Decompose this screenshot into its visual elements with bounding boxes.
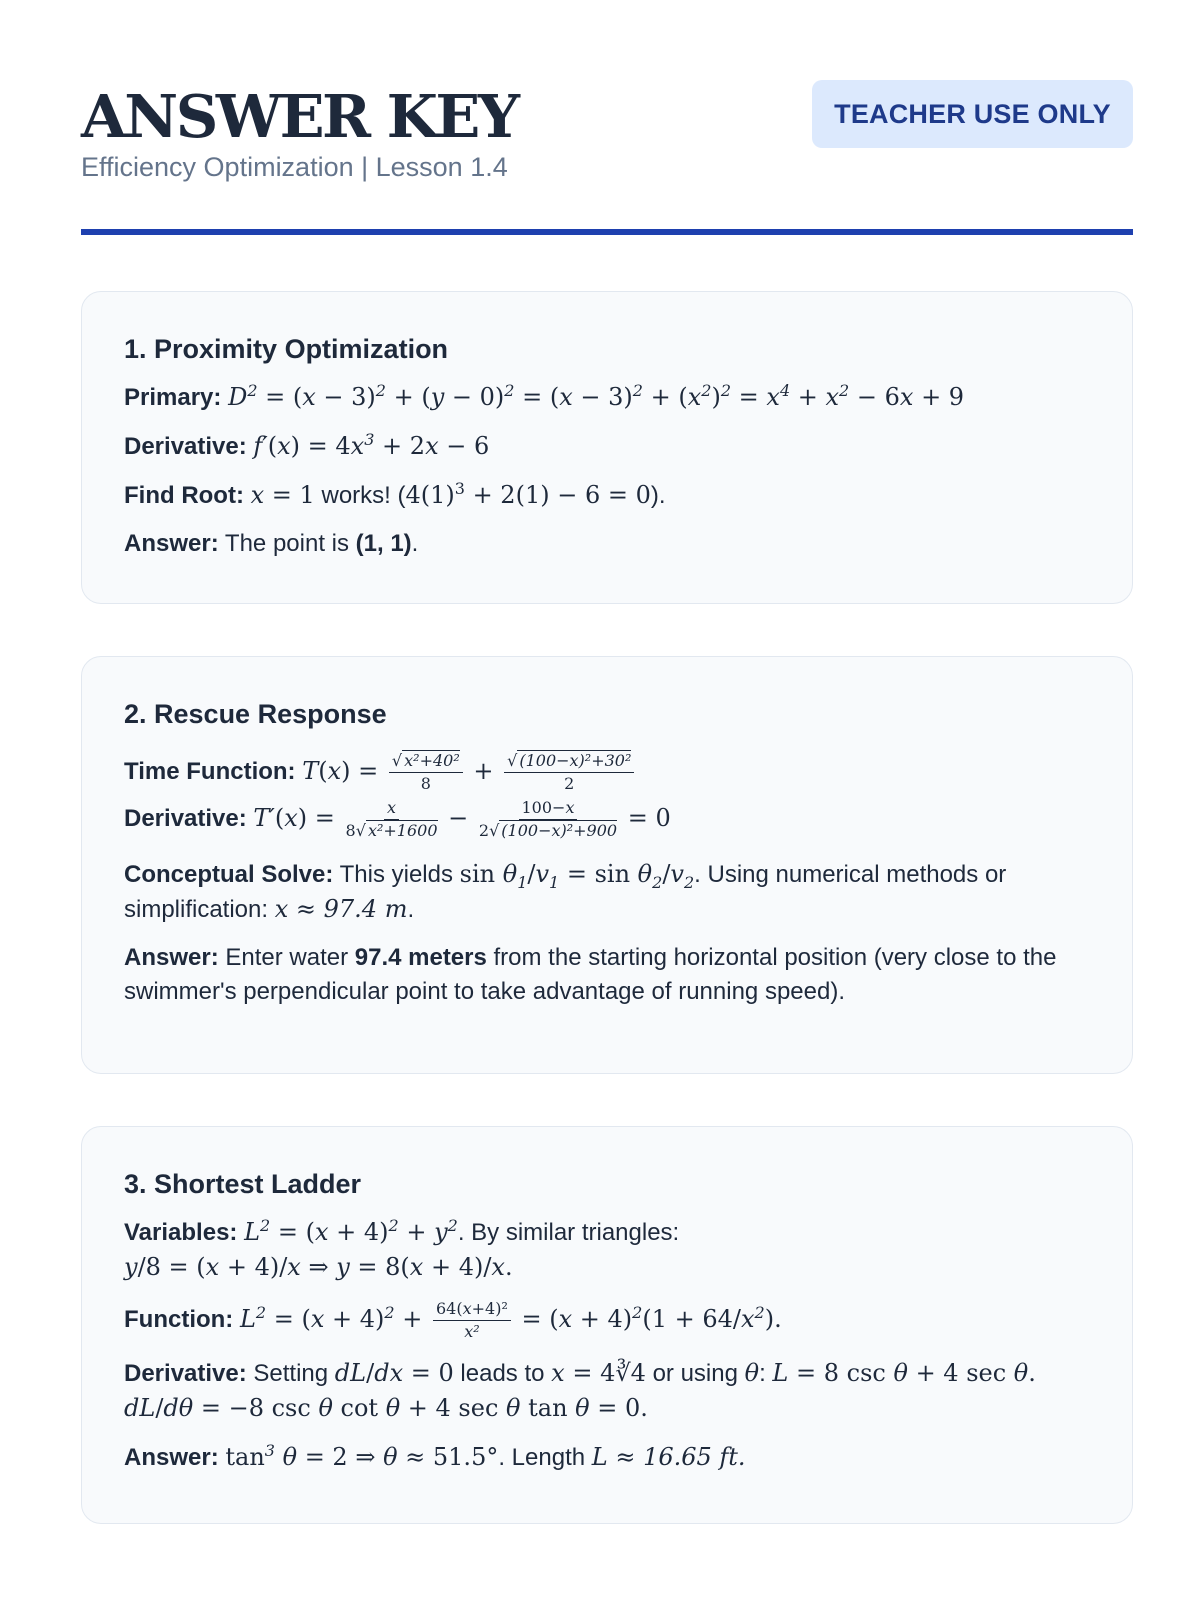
derivative-text: Setting — [246, 1360, 335, 1387]
primary-line — [124, 380, 1092, 415]
derivative-line — [124, 429, 1092, 464]
conceptual-text-2: . Using numerical methods or simplification: — [124, 861, 1007, 923]
answer-line — [124, 1440, 1092, 1475]
problem-card-2 — [81, 656, 1133, 1074]
derivative-text-2: leads to — [453, 1360, 552, 1387]
answer-line — [124, 527, 1092, 561]
function-line — [124, 1299, 1092, 1342]
theta-symbol: θ — [744, 1359, 760, 1387]
root-equation: x = 1 — [250, 481, 315, 509]
conceptual-end: . — [407, 896, 415, 923]
answer-label: Answer: — [124, 1444, 219, 1471]
root-check: $4(1)^3 + 2(1) - 6 = 0$ — [405, 479, 651, 509]
primary-label: Primary: — [124, 384, 222, 411]
similar-triangles-equation: y/8 = (x + 4)/x ⇒ y = 8(x + 4)/x. — [124, 1253, 513, 1281]
derivative-text-4: : — [759, 1360, 773, 1387]
header — [81, 80, 1133, 236]
page-subtitle: Efficiency Optimization | Lesson 1.4 — [81, 152, 508, 182]
x-solution: x = 4∛4 — [551, 1359, 646, 1387]
derivative-line — [124, 798, 1092, 841]
derivative-text-3: or using — [645, 1360, 745, 1387]
conceptual-line — [124, 857, 1092, 927]
dl-dtheta-equation: dL/dθ = −8 csc θ cot θ + 4 sec θ tan θ = 0. — [124, 1394, 648, 1422]
problem-title: 2. Rescue Response — [124, 699, 387, 729]
answer-text-2: from the starting horizontal position (very close to the swimmer's perpendicular point to take advantage of running speed). — [124, 944, 1057, 1005]
problem-card-1 — [81, 291, 1133, 604]
answer-text: Enter water — [218, 944, 355, 971]
answer-label: Answer: — [124, 944, 219, 971]
problem-title: 3. Shortest Ladder — [124, 1169, 362, 1199]
conceptual-text: This yields — [333, 861, 460, 888]
derivative-label: Derivative: — [124, 1360, 247, 1387]
derivative-line — [124, 1356, 1092, 1426]
snell-equation: $\sin \theta_1/v_1 = \sin \theta_2/v_2$ — [459, 860, 695, 892]
answer-value: (1, 1) — [355, 530, 412, 557]
time-equation: T(x) = $\frac{\text{√ x²+40²}}{8}$ + $\frac{\text{√ (100−x)²+30²}}{2}$ — [302, 757, 637, 785]
root-text: works! ( — [314, 482, 406, 509]
answer-value: L ≈ 16.65 ft. — [591, 1443, 746, 1471]
time-label: Time Function: — [124, 758, 296, 785]
derivative-label: Derivative: — [124, 805, 247, 832]
header-divider — [81, 229, 1133, 235]
answer-text: The point is — [218, 530, 356, 557]
l-theta-equation: L = 8 csc θ + 4 sec θ. — [772, 1359, 1036, 1387]
answer-text: . Length — [498, 1444, 592, 1471]
problem-title: 1. Proximity Optimization — [124, 334, 449, 364]
answer-value: 97.4 meters — [354, 944, 487, 971]
derivative-label: Derivative: — [124, 433, 247, 460]
answer-end: . — [411, 530, 419, 557]
function-label: Function: — [124, 1306, 234, 1333]
answer-label: Answer: — [124, 530, 219, 557]
root-label: Find Root: — [124, 482, 244, 509]
function-equation: $L^2 = (x + 4)^2$ + $\frac{\text{64(x+4)²}}{\text{x²}}$ = $(x + 4)^2(1 + 64/x^2)$. — [239, 1299, 782, 1341]
variables-text: . By similar triangles: — [457, 1219, 680, 1246]
variables-line — [124, 1215, 1092, 1285]
page-title: ANSWER KEY — [81, 82, 518, 151]
variables-equation: $L^2 = (x + 4)^2 + y^2$ — [244, 1216, 458, 1246]
answer-equation: $\tan^3 \theta = 2$ ⇒ θ ≈ 51.5° — [225, 1441, 499, 1471]
variables-label: Variables: — [124, 1219, 238, 1246]
derivative-equation: $f'(x) = 4x^3 + 2x - 6$ — [253, 430, 490, 460]
time-function-line — [124, 751, 1092, 794]
conceptual-label: Conceptual Solve: — [124, 861, 334, 888]
root-text-end: ). — [650, 482, 666, 509]
primary-equation: $D^2 = (x - 3)^2 + (y - 0)^2 = (x - 3)^2 + (x^2)^2 = x^4 + x^2 - 6x + 9$ — [228, 381, 965, 411]
problem-card-3 — [81, 1126, 1133, 1524]
answer-line — [124, 941, 1092, 1009]
dl-dx-equation: dL/dx = 0 — [334, 1359, 454, 1387]
root-line — [124, 478, 1092, 513]
derivative-equation: T′(x) = $\frac{x}{\text{8√ x²+1600}}$ − $\frac{100-x}{\text{2√ (100−x)²+900}}$ = 0 — [253, 798, 671, 840]
conceptual-value: x ≈ 97.4 m — [274, 895, 408, 923]
teacher-badge: TEACHER USE ONLY — [812, 80, 1133, 148]
